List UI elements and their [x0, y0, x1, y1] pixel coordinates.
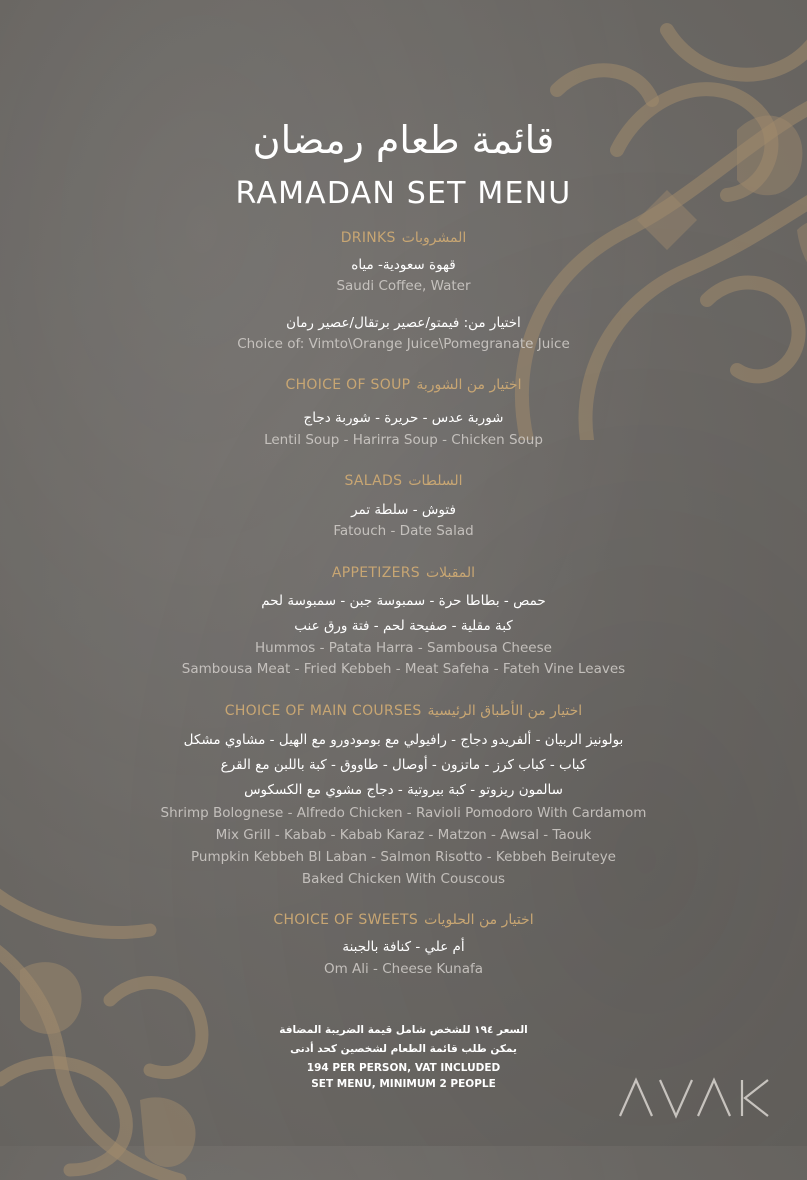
footer-price-arabic: السعر ١٩٤ للشخص شامل قيمة الضريبة المضافة	[279, 1024, 528, 1036]
mains-items-arabic-1: بولونيز الربيان - ألفريدو دجاج - رافيولي مع بومودورو مع الهيل - مشاوي مشكل	[183, 732, 624, 748]
section-heading-drinks	[0, 230, 807, 246]
soup-items-arabic: شوربة عدس - حريرة - شوربة دجاج	[303, 410, 504, 426]
section-heading-english: APPETIZERS	[331, 565, 420, 581]
mains-items-english-4: Baked Chicken With Couscous	[301, 871, 506, 887]
footer-minimum-arabic: يمكن طلب قائمة الطعام لشخصين كحد أدنى	[290, 1043, 517, 1055]
section-heading-english: SALADS	[344, 473, 403, 489]
section-heading-english: CHOICE OF SOUP	[285, 377, 411, 393]
drinks-items-english-1: Saudi Coffee, Water	[336, 278, 471, 294]
footer-minimum-english: SET MENU, MINIMUM 2 PEOPLE	[311, 1078, 496, 1090]
section-heading-arabic: السلطات	[408, 473, 463, 489]
section-heading-appetizers	[0, 565, 807, 581]
section-heading-english: CHOICE OF SWEETS	[273, 912, 419, 928]
appetizers-items-arabic-2: كبة مقلية - صفيحة لحم - فتة ورق عنب	[294, 618, 513, 634]
salads-items-arabic: فتوش - سلطة تمر	[351, 502, 456, 518]
drinks-items-arabic-1: قهوة سعودية- مياه	[351, 257, 456, 273]
footer-price-english: 194 PER PERSON, VAT INCLUDED	[306, 1062, 501, 1074]
mains-items-english-3: Pumpkin Kebbeh Bl Laban - Salmon Risotto - Kebbeh Beiruteye	[191, 849, 616, 865]
appetizers-items-arabic-1: حمص - بطاطا حرة - سمبوسة جبن - سمبوسة لحم	[261, 593, 546, 609]
section-heading-arabic: اختيار من الشوربة	[416, 377, 522, 393]
section-heading-salads	[0, 473, 807, 489]
menu-title-english: RAMADAN SET MENU	[235, 176, 572, 211]
mains-items-english-1: Shrimp Bolognese - Alfredo Chicken - Ravioli Pomodoro With Cardamom	[160, 805, 647, 821]
soup-items-english: Lentil Soup - Harirra Soup - Chicken Soup	[264, 432, 543, 448]
appetizers-items-english-1: Hummos - Patata Harra - Sambousa Cheese	[255, 640, 552, 656]
avak-logo	[618, 1076, 773, 1120]
section-heading-arabic: المقبلات	[425, 565, 476, 581]
sweets-items-english: Om Ali - Cheese Kunafa	[323, 961, 484, 977]
appetizers-items-english-2: Sambousa Meat - Fried Kebbeh - Meat Safeha - Fateh Vine Leaves	[181, 661, 626, 677]
menu-title-arabic: قائمة طعام رمضان	[252, 118, 555, 162]
section-heading-english: CHOICE OF MAIN COURSES	[224, 703, 422, 719]
section-heading-arabic: اختيار من الحلويات	[424, 912, 534, 928]
section-heading-soup	[0, 377, 807, 393]
mains-items-arabic-3: سالمون ريزوتو - كبة بيروتية - دجاج مشوي مع الكسكوس	[244, 782, 563, 798]
section-heading-sweets	[0, 912, 807, 928]
section-heading-arabic: المشروبات	[401, 230, 467, 246]
section-heading-english: DRINKS	[340, 230, 396, 246]
mains-items-arabic-2: كباب - كباب كرز - ماتزون - أوصال - طاووق - كبة باللبن مع القرع	[220, 757, 587, 773]
drinks-items-arabic-2: اختيار من: فيمتو/عصير برتقال/عصير رمان	[286, 315, 521, 331]
sweets-items-arabic: أم علي - كنافة بالجبنة	[342, 939, 465, 955]
section-heading-arabic: اختيار من الأطباق الرئيسية	[427, 703, 583, 719]
mains-items-english-2: Mix Grill - Kabab - Kabab Karaz - Matzon - Awsal - Taouk	[215, 827, 592, 843]
salads-items-english: Fatouch - Date Salad	[333, 523, 474, 539]
drinks-items-english-2: Choice of: Vimto\Orange Juice\Pomegranate Juice	[237, 336, 570, 352]
floral-ornament-top-right	[467, 0, 807, 440]
section-heading-main-courses	[0, 703, 807, 719]
